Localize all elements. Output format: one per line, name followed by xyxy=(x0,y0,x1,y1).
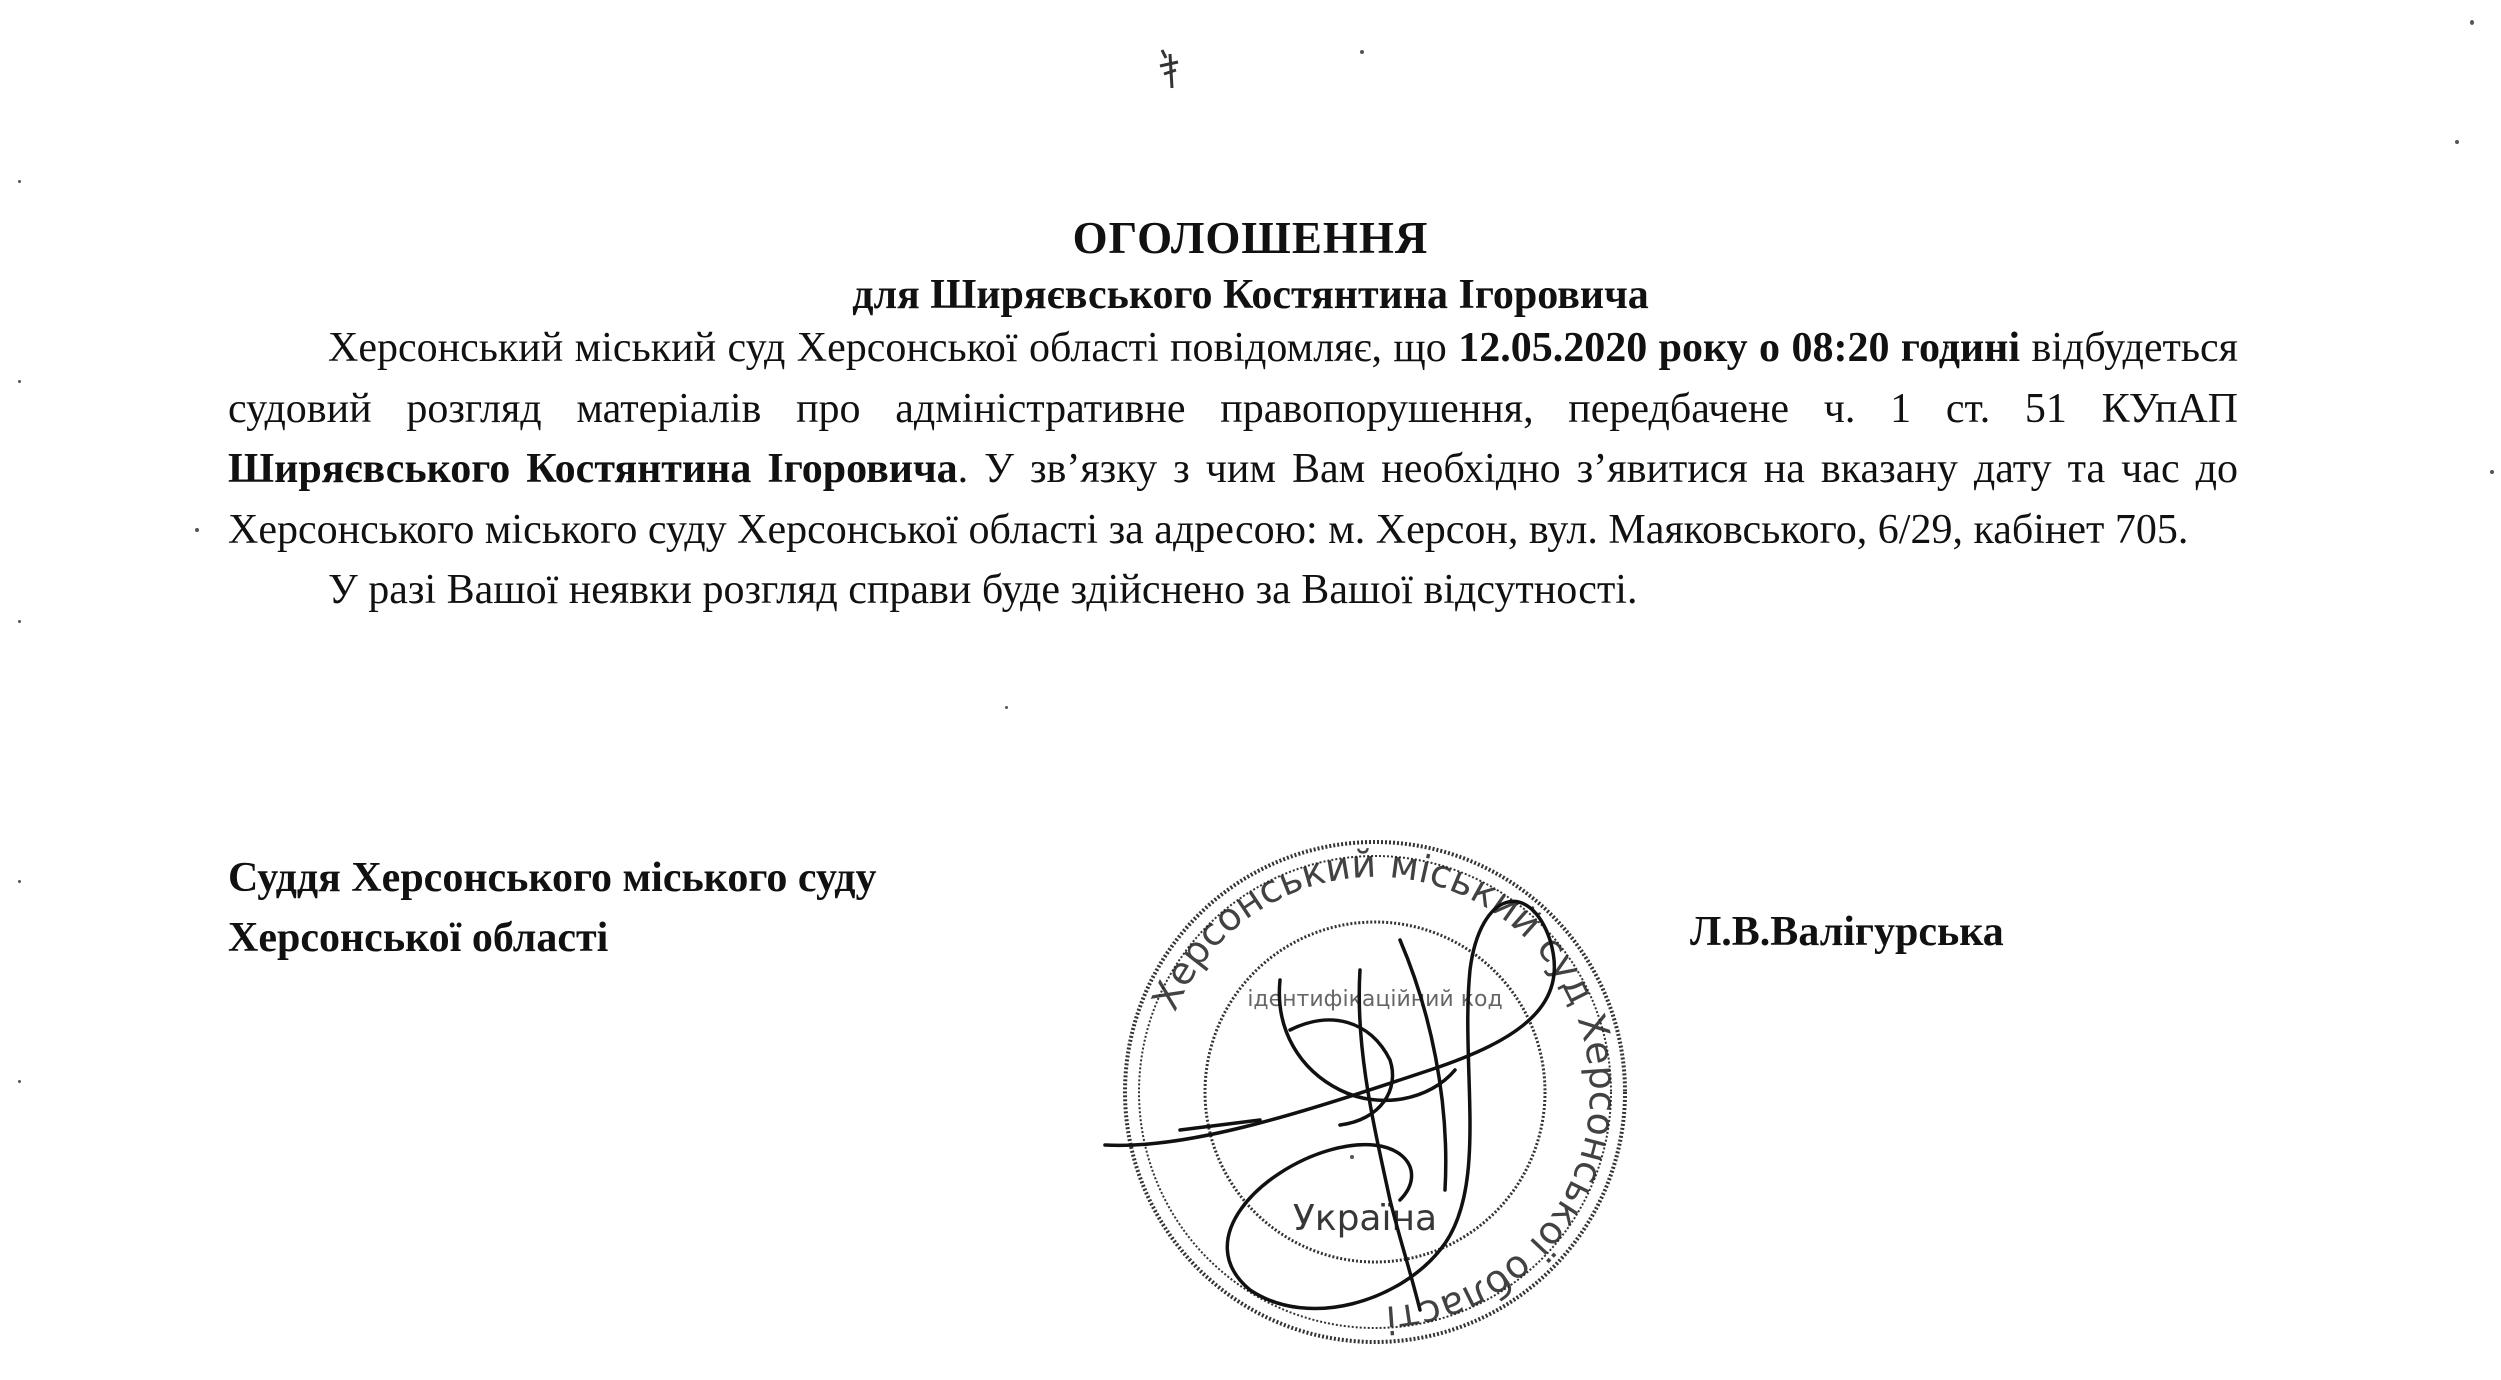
judge-title xyxy=(228,848,877,968)
appearance-instructions: . У зв’язку з чим Вам необхідно з’явитися на вказану дату та час до Херсонського міського суду Херсонської області за адресою: м. Херсон, вул. Маяковського, 6/29, кабінет 705. xyxy=(228,446,2238,553)
judge-title-line2: Херсонської області xyxy=(228,915,609,961)
hearing-datetime: 12.05.2020 року о 08:20 годині xyxy=(1458,325,2021,371)
seal-inner-text: ідентифікаційний код xyxy=(1247,987,1503,1012)
court-intro-text: Херсонський міський суд Херсонської області повідомляє, що xyxy=(328,325,1459,371)
notice-paragraph-2: У разі Вашої неявки розгляд справи буде здійснено за Вашої відсутності. xyxy=(328,567,1638,613)
person-name: Ширяєвського Костянтина Ігоровича xyxy=(228,446,958,492)
hearing-subject-text: відбудеться судовий розгляд матеріалів про адміністративне правопорушення, передбачене ч. 1 ст. 51 КУпАП xyxy=(228,325,2238,432)
notice-body xyxy=(228,318,2238,621)
notice-paragraph-1 xyxy=(228,318,2238,560)
judge-title-line1: Суддя Херсонського міського суду xyxy=(228,855,877,901)
judge-name: Л.В.Валігурська xyxy=(1690,909,2004,955)
seal-country-text: Україна xyxy=(1292,1198,1438,1239)
handwritten-mark xyxy=(1150,40,1190,100)
notice-addressee: для Ширяєвського Костянтина Ігоровича xyxy=(852,272,1649,318)
notice-title: ОГОЛОШЕННЯ xyxy=(1072,213,1429,263)
seal-ring-textpath: Херсонський міський суд Херсонської області xyxy=(1142,841,1626,1342)
court-seal-stamp xyxy=(1100,770,1660,1350)
